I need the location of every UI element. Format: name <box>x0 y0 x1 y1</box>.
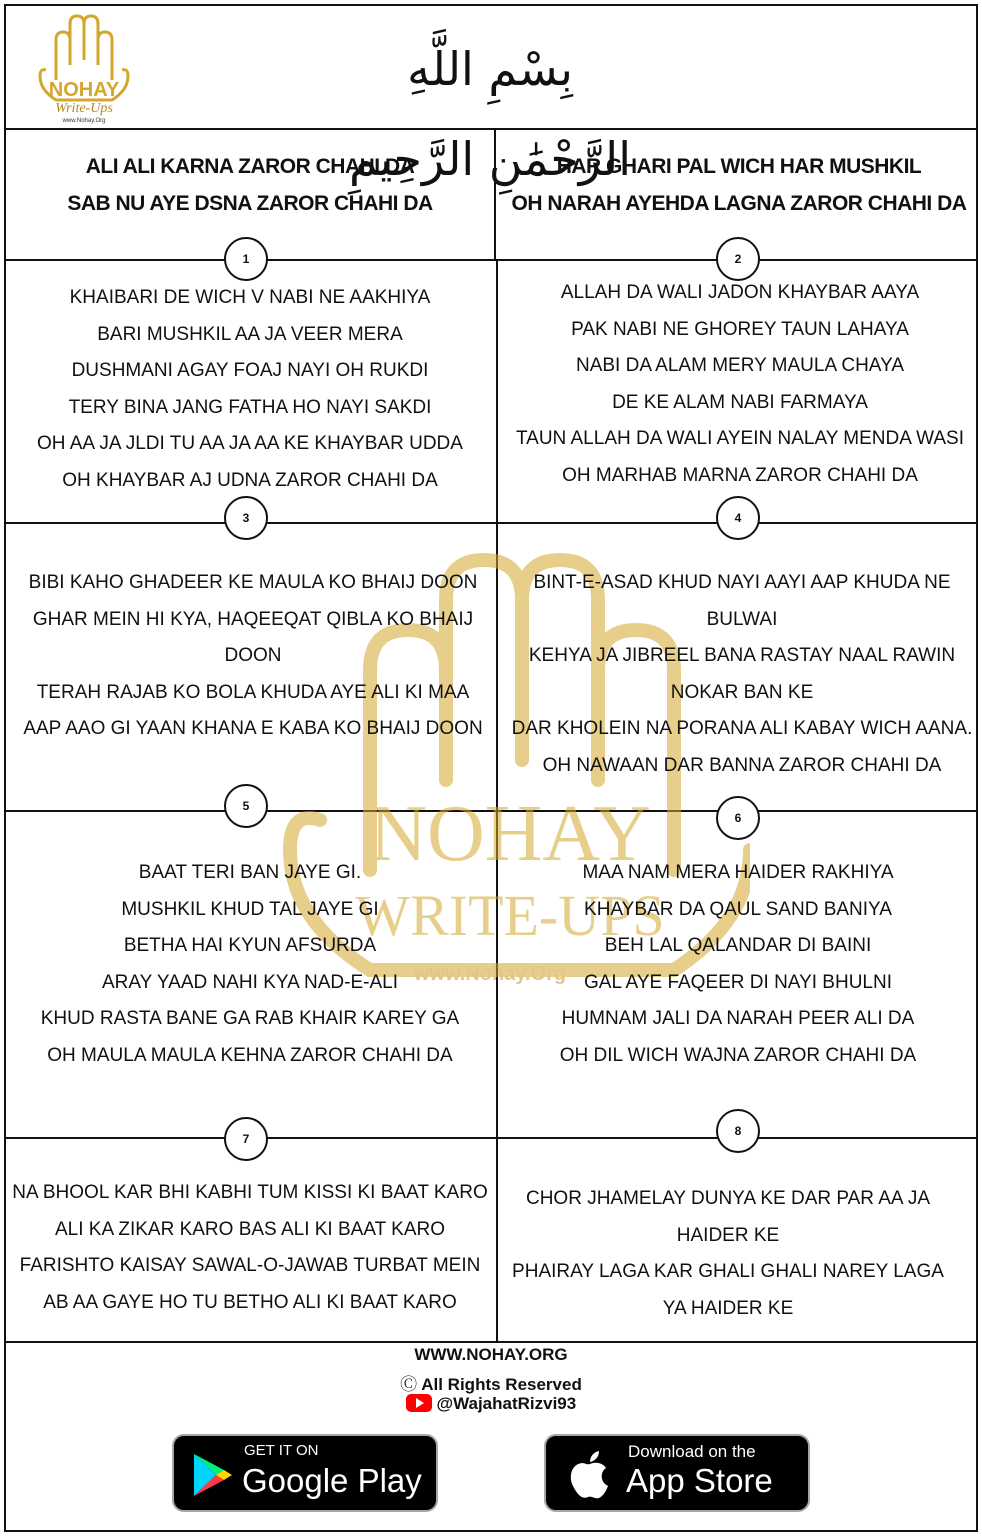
stanza-line: BAAT TERI BAN JAYE GI. <box>138 862 362 883</box>
stanza-line: BINT-E-ASAD KHUD NAYI AAYI AAP KHUDA NE <box>533 572 951 593</box>
stanza-2 <box>500 275 980 494</box>
stanza-number-badge: 4 <box>716 496 760 540</box>
chorus-left <box>10 148 490 222</box>
stanza-line: PAK NABI NE GHOREY TAUN LAHAYA <box>571 318 909 340</box>
stanza-line: OH KHAYBAR AJ UDNA ZAROR CHAHI DA <box>62 469 438 491</box>
divider-row-4 <box>4 1137 978 1139</box>
stanza-line: NA BHOOL KAR BHI KABHI TUM KISSI KI BAAT KARO <box>12 1182 488 1203</box>
stanza-line: CHOR JHAMELAY DUNYA KE DAR PAR AA JA <box>525 1188 931 1209</box>
stanza-line: BARI MUSHKIL AA JA VEER MERA <box>97 323 403 345</box>
divider-row-3 <box>4 810 978 812</box>
stanza-line: DAR KHOLEIN NA PORANA ALI KABAY WICH AANA. <box>511 718 973 739</box>
app-store-button[interactable] <box>544 1434 810 1512</box>
stanza-line: ALLAH DA WALI JADON KHAYBAR AAYA <box>560 282 920 303</box>
watermark-subtitle: WRITE-UPS <box>355 883 665 948</box>
stanza-line: HUMNAM JALI DA NARAH PEER ALI DA <box>561 1008 915 1029</box>
stanza-line: KHAIBARI DE WICH V NABI NE AAKHIYA <box>69 287 431 308</box>
stanza-line: HAIDER KE <box>676 1224 780 1246</box>
app-store-label: App Store <box>626 1462 773 1499</box>
watermark-url: www.Nohay.Org <box>413 963 567 985</box>
stanza-line: GHAR MEIN HI KYA, HAQEEQAT QIBLA KO BHAIJ <box>32 608 474 630</box>
stanza-line: OH DIL WICH WAJNA ZAROR CHAHI DA <box>559 1044 917 1066</box>
chorus-line: ALI ALI KARNA ZAROR CHAHI DA <box>85 155 415 178</box>
stanza-line: TERY BINA JANG FATHA HO NAYI SAKDI <box>68 396 432 418</box>
stanza-line: YA HAIDER KE <box>662 1297 794 1319</box>
youtube-handle: @WajahatRizvi93 <box>436 1394 577 1413</box>
stanza-number-badge: 3 <box>224 496 268 540</box>
footer-youtube[interactable] <box>0 1394 982 1414</box>
stanza-number-badge: 2 <box>716 237 760 281</box>
divider-row-1 <box>4 259 978 261</box>
hand-icon <box>56 16 112 80</box>
stanza-line: GAL AYE FAQEER DI NAYI BHULNI <box>584 971 892 993</box>
stanza-line: DOON <box>224 645 282 666</box>
apple-icon <box>568 1450 612 1500</box>
divider-footer <box>4 1341 978 1343</box>
stanza-line: AAP AAO GI YAAN KHANA E KABA KO BHAIJ DOON <box>23 718 483 739</box>
divider-header <box>4 128 978 130</box>
stanza-number-badge: 8 <box>716 1109 760 1153</box>
stanza-line: TERAH RAJAB KO BOLA KHUDA AYE ALI KI MAA <box>36 681 470 703</box>
stanza-number-badge: 7 <box>224 1117 268 1161</box>
divider-row-2 <box>4 522 978 524</box>
stanza-3 <box>10 565 496 748</box>
stanza-line: OH MARHAB MARNA ZAROR CHAHI DA <box>562 464 918 486</box>
footer-website[interactable]: WWW.NOHAY.ORG <box>414 1345 568 1364</box>
chorus-right <box>500 148 978 222</box>
stanza-line: ARAY YAAD NAHI KYA NAD-E-ALI <box>101 971 398 993</box>
google-play-icon <box>194 1454 232 1496</box>
stanza-line: BEH LAL QALANDAR DI BAINI <box>604 935 872 956</box>
stanza-line: MAA NAM MERA HAIDER RAKHIYA <box>582 862 894 883</box>
bismillah-calligraphy: بِسْمِ اللَّهِ الرَّحْمَٰنِ الرَّحِيمِ <box>349 42 631 186</box>
stanza-4 <box>496 565 982 784</box>
stanza-line: OH MAULA MAULA KEHNA ZAROR CHAHI DA <box>47 1044 453 1066</box>
stanza-7 <box>4 1175 496 1321</box>
divider-col <box>496 259 498 1341</box>
footer-copyright <box>0 1370 982 1395</box>
nohay-logo <box>26 10 142 126</box>
stanza-line: MUSHKIL KHUD TAL JAYE GI <box>121 898 379 920</box>
chorus-line: OH NARAH AYEHDA LAGNA ZAROR CHAHI DA <box>511 192 967 215</box>
stanza-line: KHAYBAR DA QAUL SAND BANIYA <box>584 898 892 920</box>
logo-title: NOHAY <box>48 79 120 101</box>
stanza-line: KEHYA JA JIBREEL BANA RASTAY NAAL RAWIN <box>528 645 956 666</box>
stanza-line: BETHA HAI KYUN AFSURDA <box>123 935 377 956</box>
stanza-line: NABI DA ALAM MERY MAULA CHAYA <box>575 355 905 376</box>
stanza-line: BULWAI <box>706 608 778 630</box>
stanza-8 <box>496 1181 960 1327</box>
stanza-5 <box>4 855 496 1074</box>
stanza-6 <box>496 855 980 1074</box>
divider-col-chorus <box>494 128 496 261</box>
stanza-line: PHAIRAY LAGA KAR GHALI GHALI NAREY LAGA <box>512 1261 944 1282</box>
google-play-button[interactable] <box>172 1434 438 1512</box>
stanza-line: KHUD RASTA BANE GA RAB KHAIR KAREY GA <box>40 1008 460 1029</box>
stanza-line: BIBI KAHO GHADEER KE MAULA KO BHAIJ DOON <box>28 572 478 593</box>
stanza-number-badge: 6 <box>716 796 760 840</box>
stanza-line: DUSHMANI AGAY FOAJ NAYI OH RUKDI <box>71 360 429 381</box>
stanza-line: OH AA JA JLDI TU AA JA AA KE KHAYBAR UDDA <box>37 433 463 454</box>
google-play-label: Google Play <box>242 1462 422 1499</box>
google-play-small: GET IT ON <box>244 1442 319 1459</box>
copyright-text: All Rights Reserved <box>421 1375 582 1394</box>
copyright-icon: Ⓒ <box>400 1375 418 1394</box>
stanza-line: DE KE ALAM NABI FARMAYA <box>612 391 868 413</box>
stanza-line: TAUN ALLAH DA WALI AYEIN NALAY MENDA WASI <box>515 428 965 449</box>
stanza-number-badge: 5 <box>224 784 268 828</box>
stanza-line: NOKAR BAN KE <box>670 681 814 703</box>
stanza-line: FARISHTO KAISAY SAWAL-O-JAWAB TURBAT MEIN <box>19 1255 481 1276</box>
stanza-line: AB AA GAYE HO TU BETHO ALI KI BAAT KARO <box>43 1291 457 1313</box>
youtube-icon <box>406 1394 432 1412</box>
stanza-line: OH NAWAAN DAR BANNA ZAROR CHAHI DA <box>542 754 942 776</box>
logo-subtitle: Write-Ups <box>55 101 113 116</box>
chorus-line: HAR GHARI PAL WICH HAR MUSHKIL <box>556 155 922 178</box>
app-store-small: Download on the <box>628 1442 756 1461</box>
stanza-line: ALI KA ZIKAR KARO BAS ALI KI BAAT KARO <box>54 1218 445 1240</box>
stanza-1 <box>10 280 490 499</box>
chorus-line: SAB NU AYE DSNA ZAROR CHAHI DA <box>67 192 433 215</box>
watermark-title: NOHAY <box>369 790 651 878</box>
logo-url: www.Nohay.Org <box>62 118 106 124</box>
stanza-number-badge: 1 <box>224 237 268 281</box>
